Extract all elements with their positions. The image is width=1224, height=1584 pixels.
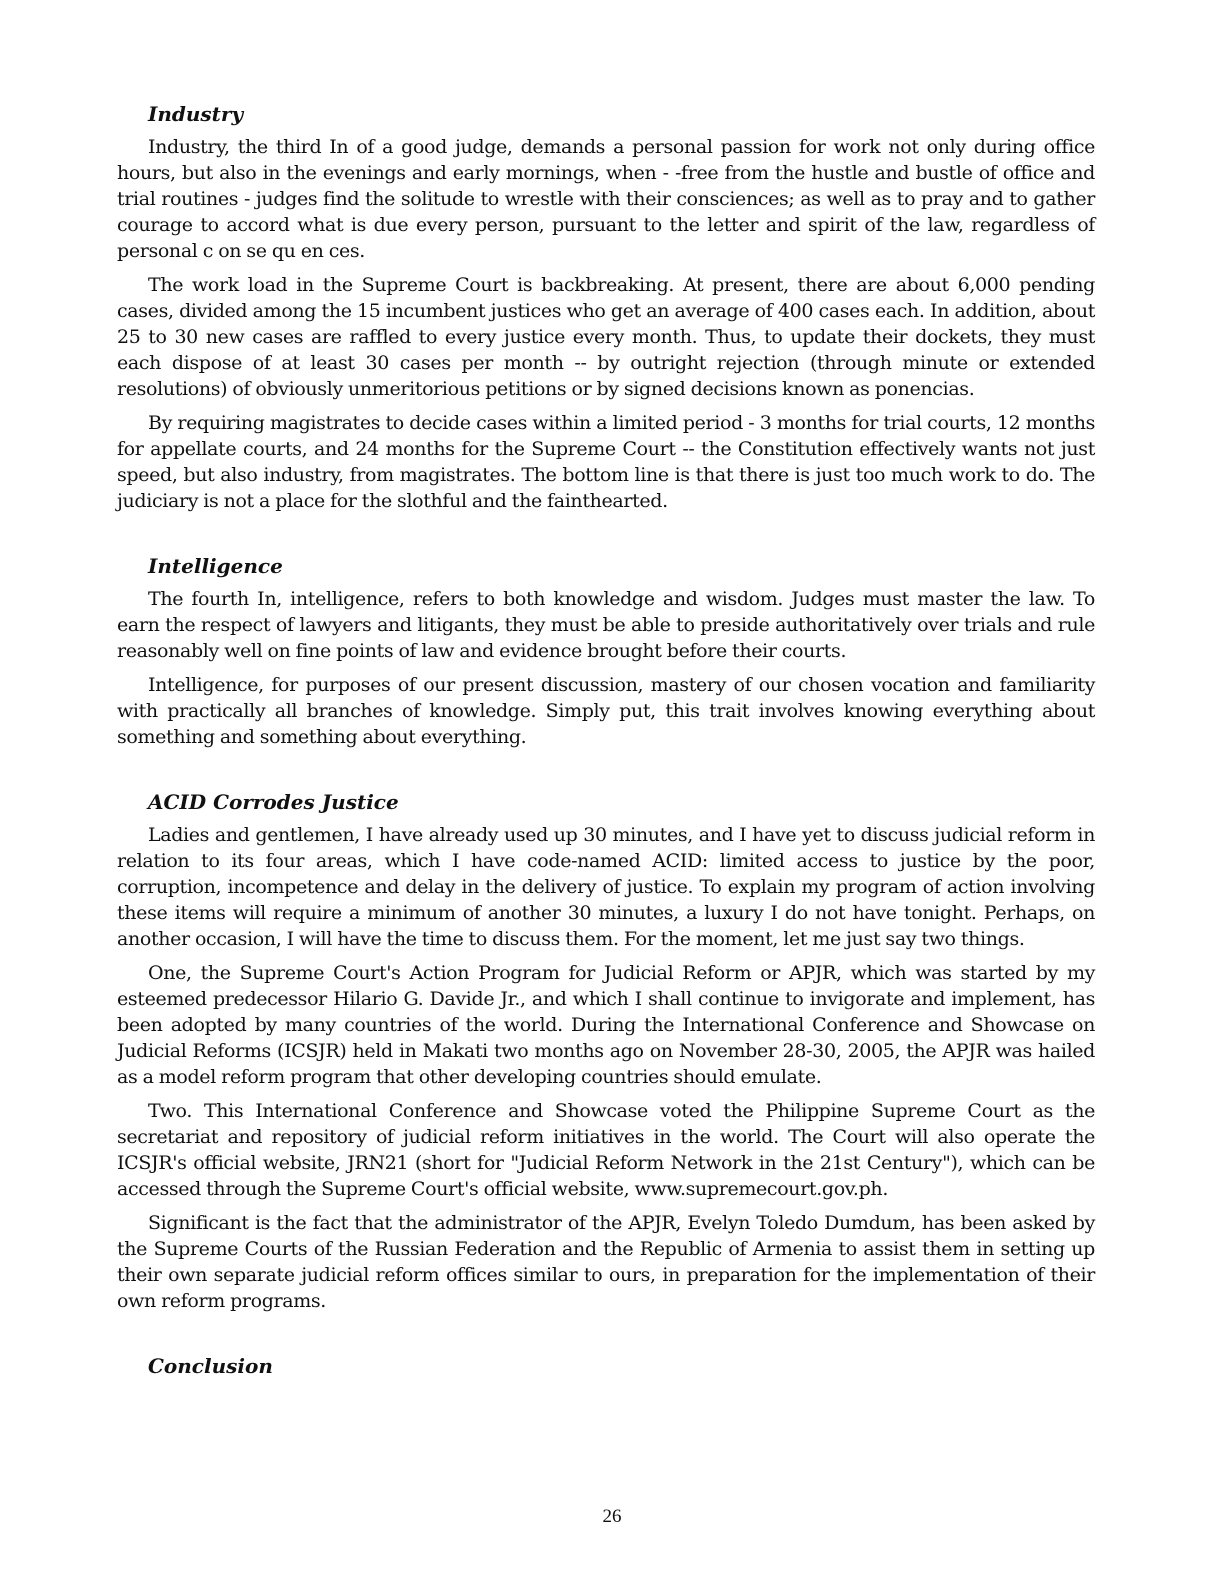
paragraph: One, the Supreme Court's Action Program for Judicial Reform or APJR, which was started by my esteemed predecessor Hilario G. Davide Jr., and which I shall continue to invigorate and implement, has been adopted by many countries of the world. During the International Conference and Showcase on Judicial Reforms (ICSJR) held in Makati two months ago on November 28-30, 2005, the APJR was hailed as a model reform program that other developing countries should emulate. (117, 962, 1095, 1088)
paragraph: Ladies and gentlemen, I have already used up 30 minutes, and I have yet to discuss judicial reform in relation to its four areas, which I have code-named ACID: limited access to justice by the poor, corruption, incompetence and delay in the delivery of justice. To explain my program of action involving these items will require a minimum of another 30 minutes, a luxury I do not have tonight. Perhaps, on another occasion, I will have the time to discuss them. For the moment, let me just say two things. (117, 824, 1095, 950)
section-heading: ACID Corrodes Justice (148, 790, 399, 814)
paragraph: The fourth In, intelligence, refers to both knowledge and wisdom. Judges must master the law. To earn the respect of lawyers and litigants, they must be able to preside authoritatively over trials and rule reasonably well on fine points of law and evidence brought before their courts. (117, 588, 1095, 662)
paragraph: Industry, the third In of a good judge, demands a personal passion for work not only during office hours, but also in the evenings and early mornings, when - -free from the hustle and bustle of office and trial routines - judges find the solitude to wrestle with their consciences; as well as to pray and to gather courage to accord what is due every person, pursuant to the letter and spirit of the law, regardless of personal c on se qu en ces. (117, 136, 1095, 262)
section-heading: Conclusion (148, 1354, 273, 1378)
section-heading: Industry (148, 102, 244, 126)
section-intelligence (117, 552, 1095, 750)
paragraph: By requiring magistrates to decide cases within a limited period - 3 months for trial courts, 12 months for appellate courts, and 24 months for the Supreme Court -- the Constitution effectively wants not just speed, but also industry, from magistrates. The bottom line is that there is just too much work to do. The judiciary is not a place for the slothful and the fainthearted. (117, 412, 1095, 512)
section-acid-corrodes-justice (117, 788, 1095, 1314)
document-page (117, 100, 1095, 1386)
paragraph: Significant is the fact that the administrator of the APJR, Evelyn Toledo Dumdum, has been asked by the Supreme Courts of the Russian Federation and the Republic of Armenia to assist them in setting up their own separate judicial reform offices similar to ours, in preparation for the implementation of their own reform programs. (117, 1212, 1095, 1312)
section-heading: Intelligence (148, 554, 283, 578)
section-industry (117, 100, 1095, 514)
paragraph: Intelligence, for purposes of our present discussion, mastery of our chosen vocation and familiarity with practically all branches of knowledge. Simply put, this trait involves knowing everything about something and something about everything. (117, 674, 1095, 748)
section-conclusion (117, 1352, 1095, 1380)
paragraph: Two. This International Conference and Showcase voted the Philippine Supreme Court as the secretariat and repository of judicial reform initiatives in the world. The Court will also operate the ICSJR's official website, JRN21 (short for "Judicial Reform Network in the 21st Century"), which can be accessed through the Supreme Court's official website, www.supremecourt.gov.ph. (117, 1100, 1095, 1200)
paragraph: The work load in the Supreme Court is backbreaking. At present, there are about 6,000 pending cases, divided among the 15 incumbent justices who get an average of 400 cases each. In addition, about 25 to 30 new cases are raffled to every justice every month. Thus, to update their dockets, they must each dispose of at least 30 cases per month -- by outright rejection (through minute or extended resolutions) of obviously unmeritorious petitions or by signed decisions known as ponencias. (117, 274, 1095, 400)
page-number: 26 (602, 1506, 622, 1527)
